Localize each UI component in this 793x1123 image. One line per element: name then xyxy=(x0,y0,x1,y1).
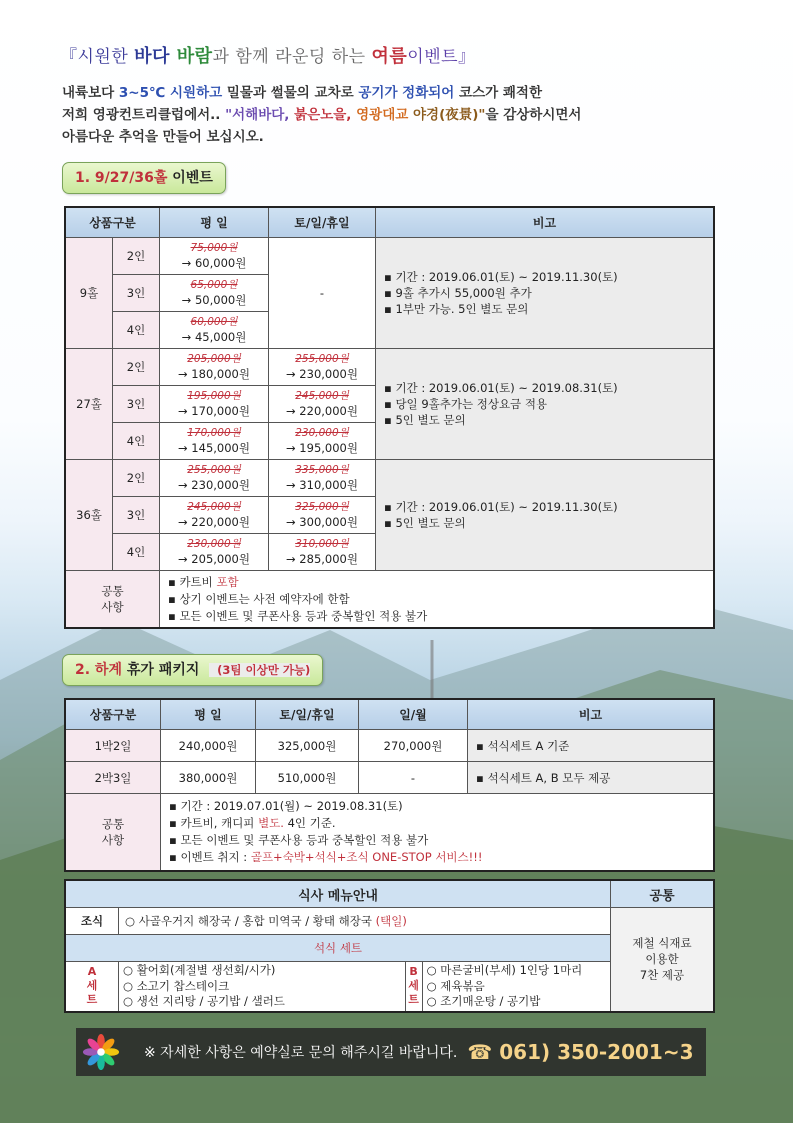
section-2-heading xyxy=(62,654,323,686)
common-label xyxy=(65,571,160,629)
people-label: 3인 xyxy=(113,386,160,423)
weekend-price: 325,000원 xyxy=(256,730,359,762)
breakfast-items xyxy=(119,908,611,935)
intro-l2d: 영광대교 xyxy=(351,107,409,123)
title-word-sea: 바다 xyxy=(134,46,170,67)
set-b-l0: B xyxy=(409,965,418,979)
note-cell: ▪ 석식세트 A 기준 xyxy=(468,730,715,762)
set-b-l2: 트 xyxy=(408,993,419,1007)
note-cell xyxy=(376,349,715,460)
note-line: ▪ 9홀 추가시 55,000원 추가 xyxy=(384,286,532,300)
weekday-price xyxy=(160,238,269,275)
page-title xyxy=(60,42,476,68)
weekday-price: 380,000원 xyxy=(161,762,256,794)
intro-l2c: 붉은노을, xyxy=(289,107,352,123)
new-price: → 195,000원 xyxy=(286,441,358,455)
section-2-title: 패키지 xyxy=(153,662,200,678)
list-item: ○ 제육볶음 xyxy=(426,978,485,993)
new-price: → 45,000원 xyxy=(181,330,247,344)
weekend-price xyxy=(269,349,376,386)
people-label: 2인 xyxy=(113,238,160,275)
title-word-cool: 시원한 xyxy=(77,47,135,67)
meal-menu-table xyxy=(64,879,715,1013)
intro-l1c: 밀물과 썰물의 교차로 xyxy=(222,85,359,101)
common-1b: 포함 xyxy=(216,574,239,589)
note-cell xyxy=(376,460,715,571)
section-2-note: (3팀 이상만 가능) xyxy=(209,663,310,677)
meal-common-header: 공통 xyxy=(611,880,715,908)
title-word-rounding: 과 함께 라운딩 하는 xyxy=(212,47,372,67)
section-1-heading xyxy=(62,162,226,194)
phone-number[interactable]: ☎ 061) 350-2001~3 xyxy=(467,1040,694,1064)
intro-l2f: 을 감상하시면서 xyxy=(485,107,582,123)
common-note-line: 7찬 제공 xyxy=(639,968,685,983)
intro-l2e: 야경(夜景)" xyxy=(408,107,486,123)
note-line: ▪ 5인 별도 문의 xyxy=(384,413,466,427)
set-a-l1: 세 xyxy=(86,979,98,993)
table-row xyxy=(65,349,714,386)
note-line: ▪ 1부만 가능. 5인 별도 문의 xyxy=(384,302,529,316)
new-price: → 310,000원 xyxy=(286,478,358,492)
people-label: 2인 xyxy=(113,460,160,497)
col-header-product: 상품구분 xyxy=(65,699,161,730)
new-price: → 220,000원 xyxy=(286,404,358,418)
people-label: 4인 xyxy=(113,423,160,460)
note-cell: ▪ 석식세트 A, B 모두 제공 xyxy=(468,762,715,794)
note-line: ▪ 기간 : 2019.06.01(토) ~ 2019.08.31(토) xyxy=(384,381,618,395)
intro-l1e: 코스가 쾌적한 xyxy=(454,85,543,101)
new-price: → 50,000원 xyxy=(181,293,247,307)
note-line: ▪ 기간 : 2019.06.01(토) ~ 2019.11.30(토) xyxy=(384,500,618,514)
weekend-price xyxy=(269,386,376,423)
contact-footer xyxy=(76,1028,706,1076)
weekday-price xyxy=(160,423,269,460)
col-header-note: 비고 xyxy=(468,699,715,730)
common-1a: ▪ 카트비 xyxy=(168,574,217,589)
list-item: ○ 활어회(계절별 생선회/시가) xyxy=(123,963,276,977)
intro-line-2 xyxy=(62,104,742,126)
c4a: ▪ 이벤트 취지 : xyxy=(169,850,251,864)
weekday-price xyxy=(160,534,269,571)
new-price: → 230,000원 xyxy=(286,367,358,381)
common-line: ▪ 모든 이벤트 및 쿠폰사용 등과 중복할인 적용 불가 xyxy=(169,833,429,847)
note-line: ▪ 당일 9홀추가는 정상요금 적용 xyxy=(384,397,548,411)
weekday-price xyxy=(160,386,269,423)
title-word-summer: 여름 xyxy=(371,46,408,67)
common-text xyxy=(161,794,715,872)
meal-header-row xyxy=(65,880,714,908)
title-word-wind: 바람 xyxy=(169,46,213,67)
section-2-mid: 휴가 xyxy=(121,662,154,678)
breakfast-a: ○ 사골우거지 해장국 / 홍합 미역국 / 황태 해장국 xyxy=(125,914,376,928)
c2a: ▪ 카트비, 캐디피 xyxy=(169,816,259,830)
new-price: → 220,000원 xyxy=(178,515,250,529)
people-label: 4인 xyxy=(113,534,160,571)
old-price: 75,000원 xyxy=(190,242,238,254)
sunmon-price: - xyxy=(359,762,468,794)
meal-common-note xyxy=(611,908,715,1012)
common-note-line: 제철 식재료 xyxy=(632,936,692,951)
old-price: 310,000원 xyxy=(295,538,349,550)
old-price: 60,000원 xyxy=(190,316,238,328)
set-a-items xyxy=(119,962,406,1012)
new-price: → 205,000원 xyxy=(178,552,250,566)
col-header-product: 상품구분 xyxy=(65,207,160,238)
common-label-2: 사항 xyxy=(101,833,125,847)
set-a-label xyxy=(65,962,119,1012)
common-text xyxy=(160,571,715,629)
table-row xyxy=(65,762,714,794)
old-price: 255,000원 xyxy=(295,353,349,365)
group-label-36: 36홀 xyxy=(65,460,113,571)
common-row xyxy=(65,794,714,872)
list-item: ○ 마른굴비(부세) 1인당 1마리 xyxy=(426,963,583,977)
title-bracket-close: 』 xyxy=(458,47,476,67)
sunmon-price: 270,000원 xyxy=(359,730,468,762)
new-price: → 60,000원 xyxy=(181,256,247,270)
title-bracket-open: 『 xyxy=(60,47,78,67)
package-name: 2박3일 xyxy=(65,762,161,794)
weekend-price xyxy=(269,497,376,534)
section-1-title: 이벤트 xyxy=(167,170,213,186)
new-price: → 300,000원 xyxy=(286,515,358,529)
set-a-l2: 트 xyxy=(86,993,98,1007)
common-line: ▪ 상기 이벤트는 사전 예약자에 한함 xyxy=(168,591,350,606)
new-price: → 145,000원 xyxy=(178,441,250,455)
table-row xyxy=(65,238,714,275)
old-price: 205,000원 xyxy=(187,353,241,365)
old-price: 170,000원 xyxy=(187,427,241,439)
intro-l1b: 3~5℃ 시원하고 xyxy=(118,85,223,101)
old-price: 230,000원 xyxy=(187,538,241,550)
col-header-weekend: 토/일/휴일 xyxy=(256,699,359,730)
table-row xyxy=(65,460,714,497)
common-label-2: 사항 xyxy=(101,600,124,614)
col-header-weekday: 평 일 xyxy=(161,699,256,730)
intro-l2b: "서해바다, xyxy=(225,107,290,123)
people-label: 3인 xyxy=(113,497,160,534)
new-price: → 180,000원 xyxy=(178,367,250,381)
common-label xyxy=(65,794,161,872)
people-label: 2인 xyxy=(113,349,160,386)
group-label-27: 27홀 xyxy=(65,349,113,460)
list-item: ○ 조기매운탕 / 공기밥 xyxy=(426,994,541,1008)
c2b: 별도. xyxy=(258,816,284,830)
common-line xyxy=(169,815,712,832)
meal-title: 식사 메뉴안내 xyxy=(65,880,611,908)
weekday-price xyxy=(160,275,269,312)
col-header-sunmon: 일/월 xyxy=(359,699,468,730)
section-2-number: 2. 하계 xyxy=(75,662,122,678)
new-price: → 285,000원 xyxy=(286,552,358,566)
event-price-table xyxy=(64,206,715,629)
weekend-price xyxy=(269,534,376,571)
intro-l1d: 공기가 정화되어 xyxy=(358,85,455,101)
new-price: → 230,000원 xyxy=(178,478,250,492)
c4b: 골프+숙박+석식+조식 ONE-STOP 서비스!!! xyxy=(250,850,483,864)
list-item: ○ 소고기 찹스테이크 xyxy=(123,978,230,993)
old-price: 335,000원 xyxy=(295,464,349,476)
common-line xyxy=(168,574,712,591)
col-header-weekend: 토/일/휴일 xyxy=(269,207,376,238)
old-price: 230,000원 xyxy=(295,427,349,439)
intro-l2a: 저희 영광컨트리클럽에서.. xyxy=(62,107,226,123)
old-price: 245,000원 xyxy=(187,501,241,513)
set-b-label xyxy=(405,962,422,1012)
common-note-line: 이용한 xyxy=(645,952,679,967)
old-price: 245,000원 xyxy=(295,390,349,402)
flower-logo-icon xyxy=(82,1033,120,1071)
table-header-row xyxy=(65,207,714,238)
note-line: ▪ 기간 : 2019.06.01(토) ~ 2019.11.30(토) xyxy=(384,270,618,284)
title-word-event: 이벤트 xyxy=(407,47,459,67)
dinner-label: 석식 세트 xyxy=(65,935,611,962)
weekday-price xyxy=(160,312,269,349)
common-line xyxy=(169,849,712,866)
weekend-price xyxy=(269,460,376,497)
group-label-9: 9홀 xyxy=(65,238,113,349)
set-a-l0: A xyxy=(87,965,97,979)
weekday-price xyxy=(160,497,269,534)
table-header-row xyxy=(65,699,714,730)
old-price: 255,000원 xyxy=(187,464,241,476)
table-row xyxy=(65,730,714,762)
breakfast-row xyxy=(65,908,714,935)
weekend-price: - xyxy=(269,238,376,349)
breakfast-label: 조식 xyxy=(65,908,119,935)
people-label: 3인 xyxy=(113,275,160,312)
c2c: 4인 기준. xyxy=(283,816,336,830)
note-cell xyxy=(376,238,715,349)
intro-line-3: 아름다운 추억을 만들어 보십시오. xyxy=(62,129,264,145)
section-1-number: 1. 9/27/36홀 xyxy=(75,170,168,186)
footer-message: ※ 자세한 사항은 예약실로 문의 해주시길 바랍니다. xyxy=(144,1045,458,1061)
weekday-price xyxy=(160,460,269,497)
common-row xyxy=(65,571,714,629)
col-header-note: 비고 xyxy=(376,207,715,238)
weekday-price: 240,000원 xyxy=(161,730,256,762)
people-label: 4인 xyxy=(113,312,160,349)
note-line: ▪ 5인 별도 문의 xyxy=(384,516,466,530)
old-price: 195,000원 xyxy=(187,390,241,402)
set-b-l1: 세 xyxy=(408,979,419,993)
weekday-price xyxy=(160,349,269,386)
common-label-1: 공통 xyxy=(101,584,124,598)
package-price-table xyxy=(64,698,715,872)
intro-text xyxy=(62,82,742,148)
breakfast-b: (택일) xyxy=(375,914,407,928)
intro-l1a: 내륙보다 xyxy=(62,85,119,101)
weekend-price xyxy=(269,423,376,460)
col-header-weekday: 평 일 xyxy=(160,207,269,238)
common-line: ▪ 기간 : 2019.07.01(월) ~ 2019.08.31(토) xyxy=(169,799,403,813)
old-price: 325,000원 xyxy=(295,501,349,513)
common-line: ▪ 모든 이벤트 및 쿠폰사용 등과 중복할인 적용 불가 xyxy=(168,608,428,623)
common-label-1: 공통 xyxy=(101,817,125,831)
intro-line-1 xyxy=(62,82,742,104)
list-item: ○ 생선 지리탕 / 공기밥 / 샐러드 xyxy=(123,994,285,1008)
new-price: → 170,000원 xyxy=(178,404,250,418)
weekend-price: 510,000원 xyxy=(256,762,359,794)
old-price: 65,000원 xyxy=(190,279,238,291)
package-name: 1박2일 xyxy=(65,730,161,762)
set-b-items xyxy=(422,962,610,1012)
